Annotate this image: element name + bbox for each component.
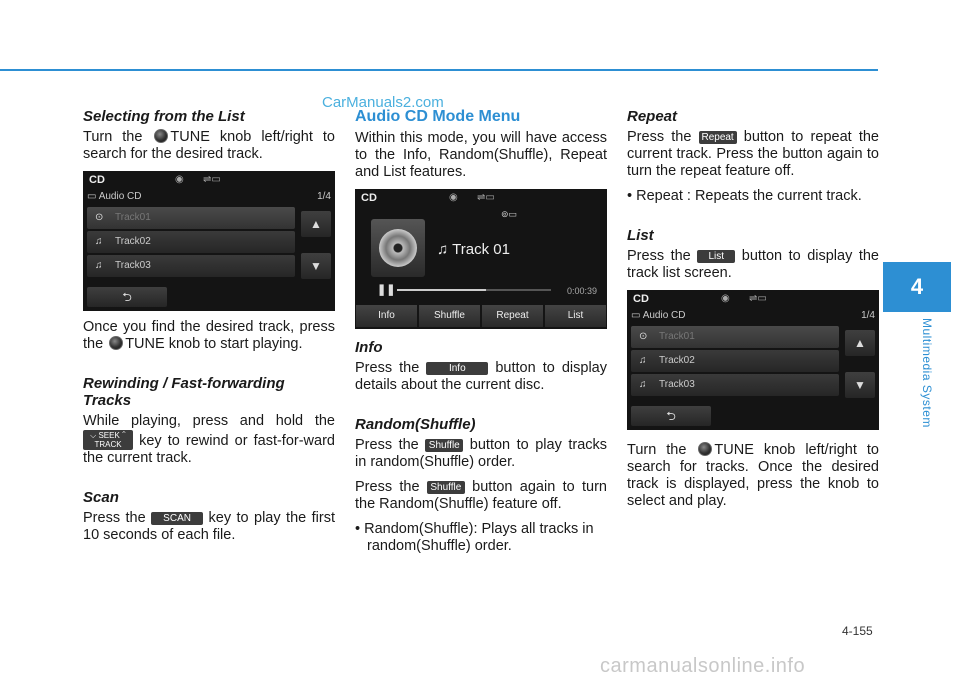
text: button to play tracks in random(Shuffle) order. xyxy=(355,437,608,470)
heading-info: Info xyxy=(355,339,383,356)
disc-icon: ◉ xyxy=(449,192,458,203)
track-label: Track01 xyxy=(115,212,151,223)
paragraph-shuffle-off xyxy=(355,479,607,513)
folder-icon: ▭ xyxy=(631,310,641,321)
paragraph-select-list xyxy=(83,129,335,163)
track-list-screen-1 xyxy=(83,171,335,311)
heading-audio-cd-mode-menu: Audio CD Mode Menu xyxy=(355,108,521,125)
folder-row xyxy=(87,189,331,205)
text: While playing, press and hold the xyxy=(83,413,335,429)
repeat-button-label: Repeat xyxy=(699,131,737,144)
disc-icon: ◉ xyxy=(175,174,184,185)
track-row[interactable] xyxy=(631,326,839,348)
info-tab[interactable]: Info xyxy=(356,305,417,327)
text: Press the xyxy=(83,510,152,526)
progress-fill xyxy=(397,289,486,291)
watermark-bottom: carmanualsonline.info xyxy=(600,655,806,677)
track-label: Track03 xyxy=(659,379,695,390)
text: TUNE knob left/right to search for tracks. Once the desired track is displayed, press the knob to select and play. xyxy=(627,442,879,509)
info-button-label: Info xyxy=(426,362,488,375)
tune-knob-icon xyxy=(698,442,712,456)
page-indicator: 1/4 xyxy=(861,310,875,321)
play-icon: ⊙ xyxy=(639,331,648,342)
back-button[interactable]: ⮌ xyxy=(631,406,711,426)
text: button to display details about the current disc. xyxy=(355,360,607,393)
cd-player-screen xyxy=(355,189,607,329)
scroll-down-button[interactable]: ▼ xyxy=(301,253,331,279)
track-row[interactable] xyxy=(87,231,295,253)
repeat-mode-icon: ⊚▭ xyxy=(501,209,518,219)
pause-icon[interactable]: ❚❚ xyxy=(377,284,396,296)
list-button-label: List xyxy=(697,250,735,263)
usb-icon: ⇌▭ xyxy=(203,174,221,185)
text: Press the xyxy=(355,360,427,376)
back-button[interactable]: ⮌ xyxy=(87,287,167,307)
screen-title: CD xyxy=(361,192,377,204)
text: button to display the track list screen. xyxy=(627,248,879,281)
repeat-tab[interactable]: Repeat xyxy=(482,305,543,327)
folder-name: Audio CD xyxy=(98,191,142,202)
folder-row xyxy=(631,308,875,324)
column-3 xyxy=(627,108,879,518)
track-label: Track02 xyxy=(659,355,695,366)
text: Press the xyxy=(355,479,427,495)
usb-icon: ⇌▭ xyxy=(477,192,495,203)
text: Press the xyxy=(627,129,699,145)
cd-icon xyxy=(379,229,417,267)
chapter-title: Multimedia System xyxy=(920,318,934,428)
screen-header xyxy=(83,171,335,189)
screen-title: CD xyxy=(633,293,649,305)
track-title: Track 01 xyxy=(452,241,510,258)
track-row[interactable] xyxy=(631,350,839,372)
shuffle-button-label: Shuffle xyxy=(427,481,465,494)
paragraph-rewinding xyxy=(83,413,335,467)
scroll-up-button[interactable]: ▲ xyxy=(845,330,875,356)
text: Once you find the desired track, press the xyxy=(83,319,335,352)
text: TUNE knob to start playing. xyxy=(125,336,303,352)
progress-bar[interactable] xyxy=(397,289,551,291)
heading-rewinding: Rewinding / Fast-forwarding Tracks xyxy=(83,375,285,409)
track-label: Track01 xyxy=(659,331,695,342)
screen-header xyxy=(355,189,607,207)
page-number: 4-155 xyxy=(842,624,873,638)
list-tab[interactable]: List xyxy=(545,305,606,327)
scroll-up-button[interactable]: ▲ xyxy=(301,211,331,237)
paragraph-start-playing xyxy=(83,319,335,353)
paragraph-repeat xyxy=(627,129,879,180)
bullet-shuffle: • Random(Shuffle): Plays all tracks in random(Shuffle) order. xyxy=(355,521,594,554)
music-note-icon: ♫ xyxy=(639,379,647,390)
paragraph-tune-search xyxy=(627,442,879,510)
music-note-icon: ♫ xyxy=(95,260,103,271)
scroll-down-button[interactable]: ▼ xyxy=(845,372,875,398)
screen-title: CD xyxy=(89,174,105,186)
text: key to rewind or fast-for-ward the current track. xyxy=(83,433,335,466)
track-label: TRACK xyxy=(94,440,122,449)
seek-label: SEEK xyxy=(98,431,120,440)
tune-knob-icon xyxy=(154,129,168,143)
paragraph-info xyxy=(355,360,607,394)
elapsed-time: 0:00:39 xyxy=(566,286,597,296)
album-art xyxy=(371,219,425,277)
text: TUNE knob left/right to search for the desired track. xyxy=(83,129,335,162)
now-playing-track xyxy=(437,241,510,258)
disc-icon: ◉ xyxy=(721,293,730,304)
text: Turn the xyxy=(83,129,153,145)
usb-icon: ⇌▭ xyxy=(749,293,767,304)
tune-knob-icon xyxy=(109,336,123,350)
heading-repeat: Repeat xyxy=(627,108,678,125)
watermark-top: CarManuals2.com xyxy=(322,94,444,111)
track-label: Track02 xyxy=(115,236,151,247)
music-note-icon: ♫ xyxy=(95,236,103,247)
text: key to play the first 10 seconds of each file. xyxy=(83,510,335,543)
paragraph-mode-menu: Within this mode, you will have access to the Info, Random(Shuffle), Repeat and List features. xyxy=(355,130,607,180)
column-1 xyxy=(83,108,335,552)
shuffle-tab[interactable]: Shuffle xyxy=(419,305,480,327)
play-icon: ⊙ xyxy=(95,212,104,223)
text: Press the xyxy=(355,437,426,453)
heading-list: List xyxy=(627,227,654,244)
header-rule xyxy=(0,69,878,71)
folder-name: Audio CD xyxy=(642,310,686,321)
page-indicator: 1/4 xyxy=(317,191,331,202)
text: button to repeat the current track. Press the button again to turn the repeat feature off. xyxy=(627,129,880,179)
seek-track-key: ⌵ SEEK ⌃ TRACK xyxy=(83,430,133,450)
track-label: Track03 xyxy=(115,260,151,271)
track-row[interactable] xyxy=(87,207,295,229)
scan-key: SCAN xyxy=(151,512,203,525)
text: button again to turn the Random(Shuffle) feature off. xyxy=(355,479,607,512)
paragraph-list xyxy=(627,248,879,282)
paragraph-scan xyxy=(83,510,335,544)
track-row[interactable] xyxy=(87,255,295,277)
heading-selecting-from-list: Selecting from the List xyxy=(83,108,245,125)
music-note-icon: ♫ xyxy=(639,355,647,366)
chapter-tab: 4 xyxy=(883,262,951,312)
heading-random-shuffle: Random(Shuffle) xyxy=(355,416,476,433)
player-menu-tabs xyxy=(355,305,607,327)
track-list-screen-2 xyxy=(627,290,879,430)
music-note-icon: ♫ xyxy=(437,241,453,258)
paragraph-shuffle-on xyxy=(355,437,607,471)
text: Press the xyxy=(627,248,698,264)
bullet-repeat: • Repeat : Repeats the current track. xyxy=(627,188,862,204)
folder-icon: ▭ xyxy=(87,191,97,202)
track-row[interactable] xyxy=(631,374,839,396)
shuffle-button-label: Shuffle xyxy=(425,439,463,452)
screen-header xyxy=(627,290,879,308)
column-2 xyxy=(355,108,607,563)
heading-scan: Scan xyxy=(83,489,119,506)
text: Turn the xyxy=(627,442,697,458)
